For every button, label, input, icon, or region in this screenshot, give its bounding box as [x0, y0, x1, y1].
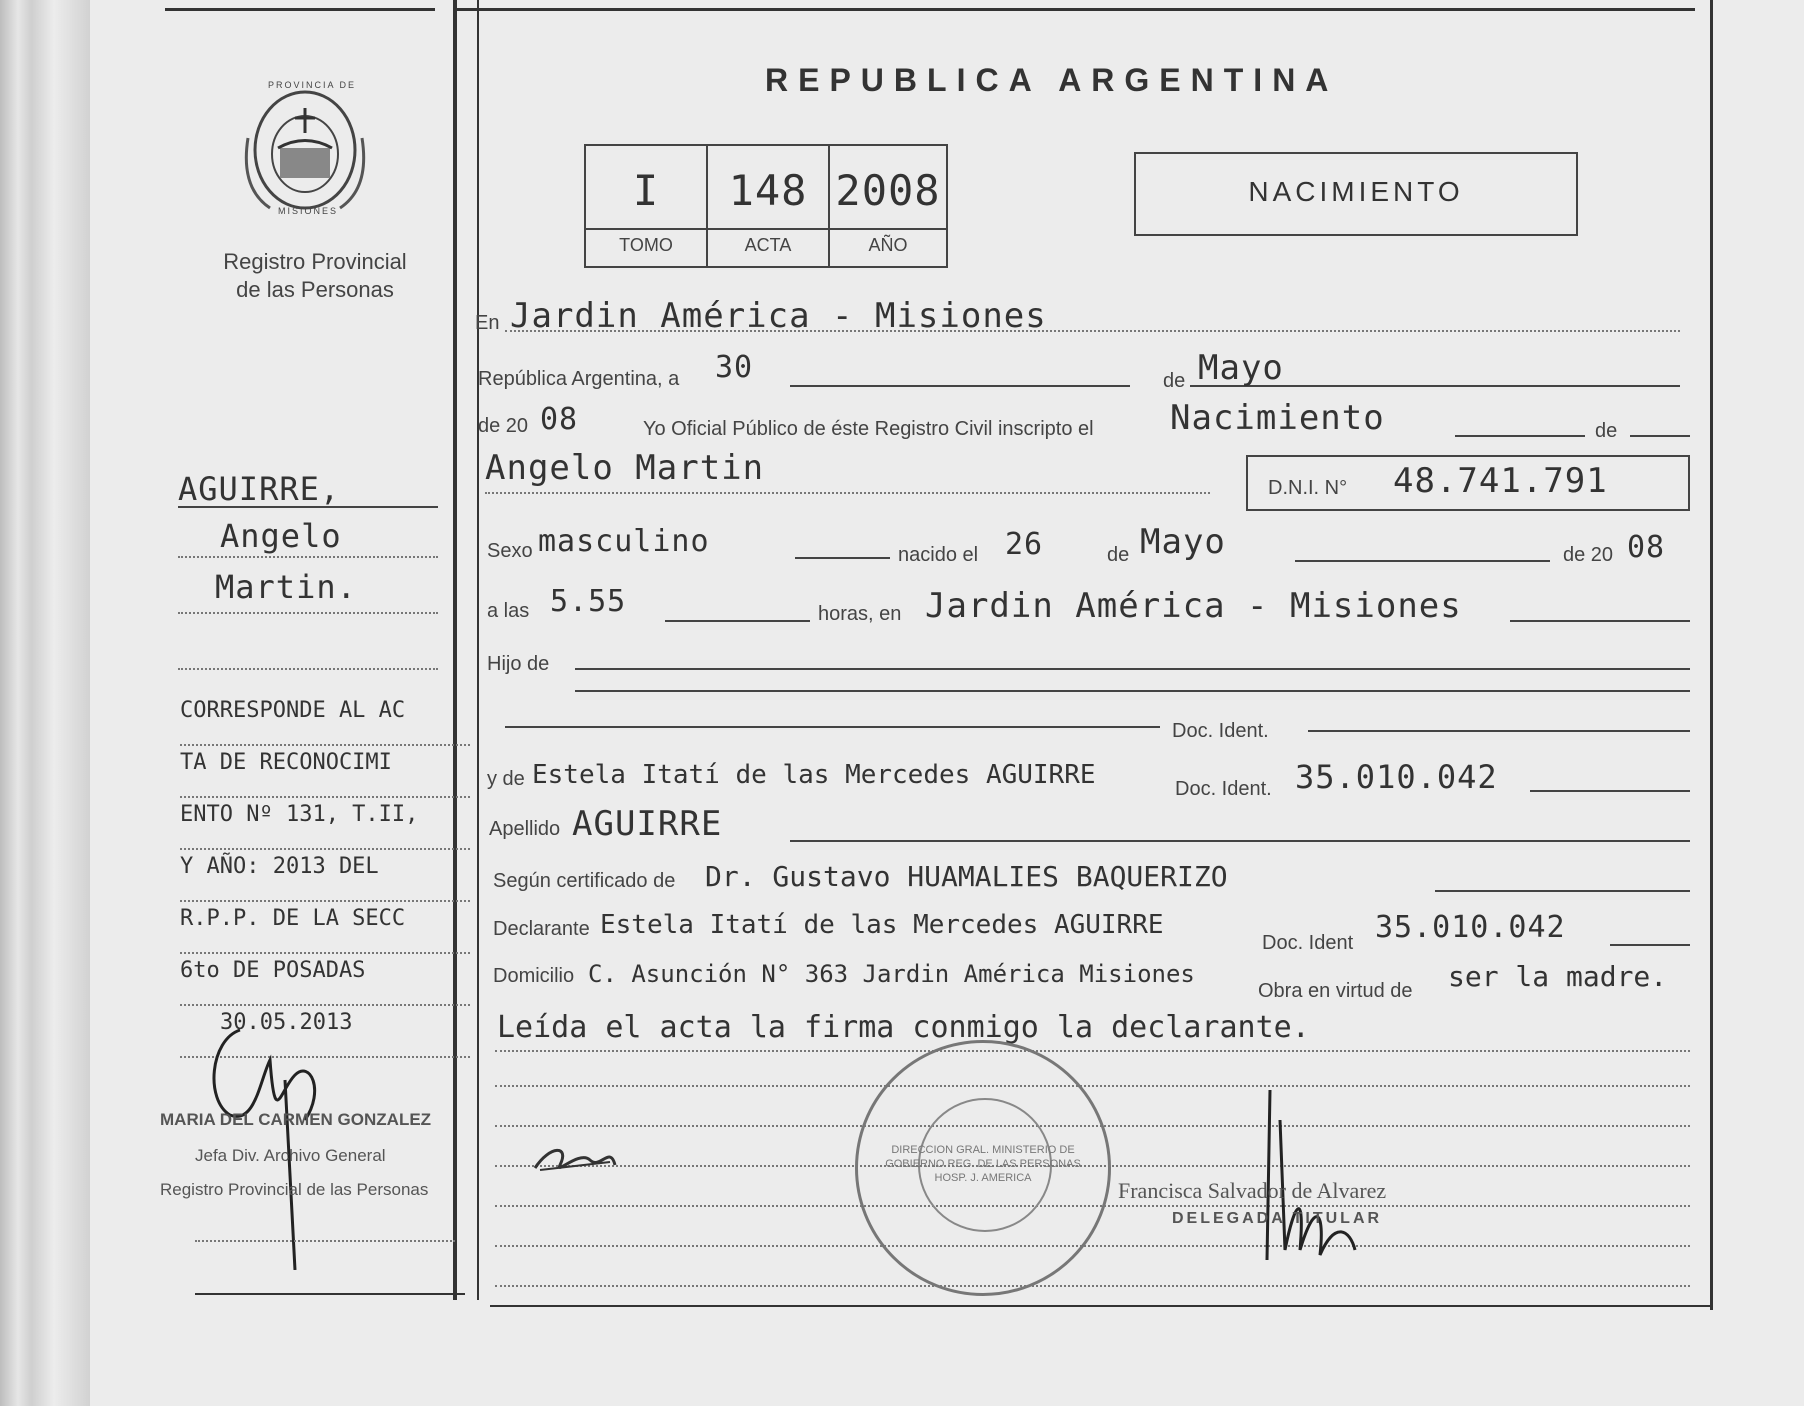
horas-label: horas, en: [818, 603, 902, 625]
segun-label: Según certificado de: [493, 870, 676, 892]
blank-line-1: [495, 1085, 1690, 1087]
acta-value: 148: [728, 166, 808, 215]
margin-given-1-line: [178, 556, 438, 558]
note-line: 6to DE POSADAS: [180, 958, 470, 1006]
note-line: CORRESPONDE AL AC: [180, 698, 470, 746]
page-edge: [0, 0, 90, 1406]
right-border: [1710, 0, 1713, 1310]
margin-surname: AGUIRRE,: [178, 470, 341, 508]
month-value: Mayo: [1198, 348, 1284, 388]
name-value: Angelo Martin: [485, 448, 765, 488]
leida-line: [495, 1050, 1690, 1052]
de20-label: de 20: [1563, 544, 1614, 566]
hijo-line: [575, 668, 1690, 670]
margin-bottom-line: [195, 1240, 455, 1242]
declarante-value: Estela Itatí de las Mercedes AGUIRRE: [600, 910, 1164, 940]
doc-ident-label: Doc. Ident.: [1172, 720, 1269, 742]
registry-line-2: de las Personas: [236, 277, 394, 302]
anio-value: 2008: [835, 166, 941, 215]
stamp-text: DIRECCION GRAL. MINISTERIO DE GOBIERNO REG. DE LAS PERSONAS HOSP. J. AMERICA: [885, 1144, 1081, 1184]
seal-bottom-text: MISIONES: [278, 206, 339, 216]
dni-box: [1246, 455, 1690, 511]
doc-ident-line: [1308, 730, 1690, 732]
de-label-2: de: [1595, 420, 1618, 442]
domicilio-value: C. Asunción N° 363 Jardin América Misiones: [588, 960, 1195, 988]
divider-line-2: [477, 0, 479, 1300]
leida-value: Leída el acta la firma conmigo la declarante.: [497, 1010, 1310, 1045]
inscripto-line: [1455, 435, 1585, 437]
margin-given-1: Angelo: [220, 517, 342, 555]
delegate-name: Francisca Salvador de Alvarez: [1118, 1178, 1387, 1203]
alas-label: a las: [487, 600, 530, 622]
margin-surname-line: [178, 506, 438, 508]
hijo-line-2: [575, 690, 1690, 692]
certificado-line: [1435, 890, 1690, 892]
top-rule-left: [165, 8, 435, 11]
act-type-box: [1134, 152, 1578, 236]
obra-label: Obra en virtud de: [1258, 980, 1413, 1002]
bottom-rule-left: [195, 1293, 465, 1295]
tomo-value: I: [632, 166, 660, 215]
declarante-doc-line: [1610, 944, 1690, 946]
birth-year: 08: [1627, 530, 1666, 565]
republica-label: República Argentina, a: [478, 368, 680, 390]
year-value: 08: [540, 402, 579, 437]
day-value: 30: [715, 350, 754, 385]
official-name: MARIA DEL CARMEN GONZALEZ: [160, 1110, 432, 1129]
mother-doc: 35.010.042: [1295, 758, 1498, 796]
doc-ident-label-2: Doc. Ident.: [1175, 778, 1272, 800]
coat-of-arms-icon: [240, 78, 370, 223]
hijo-label: Hijo de: [487, 653, 550, 675]
sexo-value: masculino: [538, 524, 710, 559]
dni-label: D.N.I. N°: [1268, 477, 1348, 499]
note-line: TA DE RECONOCIMI: [180, 750, 470, 798]
note-line: R.P.P. DE LA SECC: [180, 906, 470, 954]
birth-place: Jardin América - Misiones: [925, 586, 1462, 626]
margin-given-2: Martin.: [215, 568, 357, 606]
acta-label: ACTA: [744, 235, 792, 255]
apellido-value: AGUIRRE: [572, 804, 723, 844]
mother-value: Estela Itatí de las Mercedes AGUIRRE: [532, 760, 1096, 790]
birth-day: 26: [1005, 527, 1044, 562]
registry-name: [180, 248, 450, 304]
registry-line-1: Registro Provincial: [223, 249, 407, 274]
margin-note: [180, 698, 470, 1058]
blank-line-6: [495, 1285, 1690, 1287]
mother-doc-line: [1530, 790, 1690, 792]
inscripto-value: Nacimiento: [1170, 398, 1385, 438]
nacido-label: nacido el: [898, 544, 979, 566]
margin-given-2-line: [178, 612, 438, 614]
box-divider: [586, 228, 946, 230]
tomo-label: TOMO: [619, 235, 673, 255]
en-value: Jardin América - Misiones: [510, 296, 1047, 336]
initials-signature: [530, 1140, 620, 1185]
hour-value: 5.55: [550, 584, 627, 619]
de-line: [1630, 435, 1690, 437]
oficial-text: Yo Oficial Público de éste Registro Civil inscripto el: [643, 418, 1094, 440]
hour-line: [665, 620, 810, 622]
dni-value: 48.741.791: [1393, 461, 1608, 501]
provincial-seal: [240, 78, 370, 223]
year-prefix: de 20: [478, 415, 529, 437]
birth-place-line: [1510, 620, 1690, 622]
country-title: REPUBLICA ARGENTINA: [765, 62, 1339, 98]
tomo-acta-anio-box: [584, 144, 948, 268]
divider-line: [453, 0, 457, 1300]
day-line: [790, 385, 1130, 387]
official-org: Registro Provincial de las Personas: [160, 1180, 429, 1199]
margin-blank-line: [178, 668, 438, 670]
seal-top-text: PROVINCIA DE: [268, 80, 357, 90]
official-stamp: [855, 1040, 1111, 1296]
doc-ident-label-3: Doc. Ident: [1262, 932, 1354, 954]
en-label: En: [475, 312, 500, 334]
delegate-signature-icon: [1255, 1080, 1375, 1270]
domicilio-label: Domicilio: [493, 965, 575, 987]
name-line: [485, 492, 1210, 494]
delegate-title: DELEGADA TITULAR: [1172, 1210, 1383, 1227]
top-rule-right: [455, 8, 1695, 11]
declarante-doc: 35.010.042: [1375, 910, 1566, 945]
declarante-label: Declarante: [493, 918, 590, 940]
birth-month-line: [1295, 560, 1550, 562]
act-type-label: NACIMIENTO: [1248, 176, 1464, 207]
note-line: Y AÑO: 2013 DEL: [180, 854, 470, 902]
de-label-3: de: [1107, 544, 1130, 566]
father-doc-line: [505, 726, 1160, 728]
bottom-rule-right: [490, 1305, 1710, 1307]
obra-value: ser la madre.: [1448, 960, 1668, 993]
margin-signature-icon: [200, 1020, 350, 1270]
yde-label: y de: [487, 768, 525, 790]
anio-label: AÑO: [868, 235, 908, 255]
note-line: 30.05.2013: [180, 1010, 470, 1058]
sexo-line: [795, 557, 890, 559]
apellido-line: [790, 840, 1690, 842]
certificado-value: Dr. Gustavo HUAMALIES BAQUERIZO: [705, 860, 1228, 893]
initials-signature-icon: [530, 1140, 620, 1180]
de-label: de: [1163, 370, 1186, 392]
official-title: Jefa Div. Archivo General: [195, 1146, 386, 1165]
sexo-label: Sexo: [487, 540, 533, 562]
birth-month: Mayo: [1140, 522, 1226, 562]
apellido-label: Apellido: [489, 818, 561, 840]
blank-line-5: [495, 1245, 1690, 1247]
note-line: ENTO Nº 131, T.II,: [180, 802, 470, 850]
